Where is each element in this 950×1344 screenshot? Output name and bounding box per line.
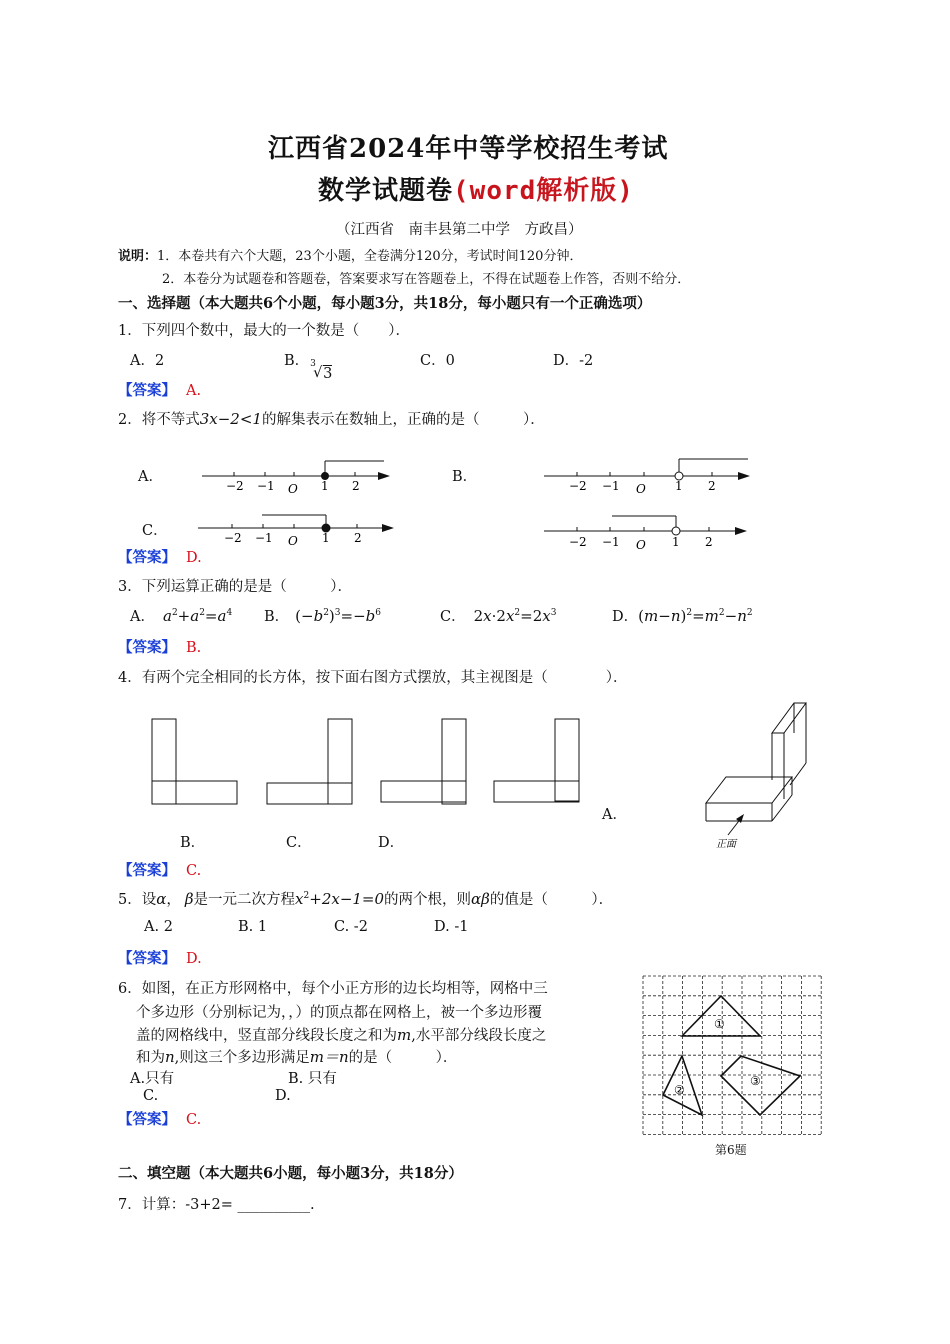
q5-option-a: A. 2 xyxy=(144,919,173,935)
q6-caption: 第6题 xyxy=(715,1143,747,1157)
tick: O xyxy=(288,482,298,496)
q1-option-a: A．2 xyxy=(130,353,165,369)
q2-inequality: 3x−2<1 xyxy=(199,410,262,428)
q1-radical-body: 3 xyxy=(323,366,333,382)
q4-label-d: D． xyxy=(378,835,405,851)
q3-answer-row xyxy=(118,636,201,657)
section2-heading: 二、填空题（本大题共6小题，每小题3分，共18分） xyxy=(118,1165,463,1182)
q6-option-c: C. xyxy=(143,1088,159,1104)
q3-option-d: D．$(m-n)^2=m^2-n^2$ xyxy=(612,607,753,625)
title-line2 xyxy=(318,170,634,207)
q6-line4-prefix: 和为 xyxy=(136,1050,165,1066)
q5-option-c: C. -2 xyxy=(334,919,368,935)
q6-line4-mid: ,则这三个多边形满足 xyxy=(174,1050,310,1066)
q6-line3-prefix: 盖的网格线中，竖直部分线段长度之和为 xyxy=(136,1028,397,1044)
q5-answer: D. xyxy=(186,951,202,967)
q1-answer-row xyxy=(118,379,201,400)
q6-option-d: D. xyxy=(275,1088,291,1104)
q6-line3 xyxy=(136,1024,546,1045)
title-line1: 江西省2024年中等学校招生考试 xyxy=(268,134,669,164)
q5-alpha: α xyxy=(156,890,167,908)
q4-answer-label: 【答案】 xyxy=(118,862,176,879)
q6-line4-suffix: 的是（ ）． xyxy=(348,1050,458,1066)
tick: −2 xyxy=(224,531,242,545)
q2-label-a: A． xyxy=(138,469,163,485)
q7-end: . xyxy=(309,1197,315,1213)
q6-n: n xyxy=(165,1048,175,1066)
q2-numberline-d xyxy=(540,511,760,561)
q4-answer-row xyxy=(118,859,201,880)
q3-option-d-label: D． xyxy=(612,609,639,625)
tick: −1 xyxy=(602,479,620,493)
q4-label-a: A． xyxy=(602,807,627,823)
q7-answer-blank[interactable]: __________ xyxy=(237,1197,310,1213)
q2-stem-suffix: 的解集表示在数轴上，正确的是（ ）． xyxy=(261,412,545,428)
q4-stem: 4．有两个完全相同的长方体，按下面右图方式摆放，其主视图是（ ）． xyxy=(118,670,628,686)
q4-label-b: B． xyxy=(180,835,206,851)
q2-label-b: B． xyxy=(452,469,478,485)
q5-option-b: B. 1 xyxy=(238,919,268,935)
q2-numberline-a xyxy=(198,456,418,506)
q1-option-b xyxy=(284,349,335,382)
q4-view-a-figure xyxy=(491,717,591,812)
q1-answer-label: 【答案】 xyxy=(118,382,176,399)
q4-answer: C. xyxy=(186,863,202,879)
q4-view-b-figure xyxy=(148,717,248,812)
q6-grid-figure xyxy=(640,972,830,1157)
title-sub: (word解析版) xyxy=(453,176,634,206)
q1-option-b-label: B． xyxy=(284,353,310,369)
section1-heading: 一、选择题（本大题共6个小题，每小题3分，共18分，每小题只有一个正确选项） xyxy=(118,295,652,312)
q1-option-d: D．-2 xyxy=(553,353,594,369)
tick: O xyxy=(636,482,646,496)
q7-stem xyxy=(118,1193,315,1214)
title-main: 数学试题卷 xyxy=(318,176,454,206)
tick: 1 xyxy=(321,479,329,493)
author-line: （江西省 南丰县第二中学 方政昌） xyxy=(336,222,583,238)
q5-answer-row xyxy=(118,947,202,968)
tick: −1 xyxy=(602,535,620,549)
q6-line3-suffix: ,水平部分线段长度之 xyxy=(411,1028,547,1044)
q6-answer-row xyxy=(118,1108,201,1129)
polygon-label-2: ② xyxy=(674,1083,685,1097)
tick: 1 xyxy=(672,535,680,549)
q2-numberline-c xyxy=(196,508,416,558)
polygon-label-3: ③ xyxy=(750,1074,761,1088)
q6-option-b: B. 只有 xyxy=(288,1071,337,1087)
q5-stem-suffix: 的值是（ ）． xyxy=(489,892,614,908)
q6-option-a: A.只有 xyxy=(130,1071,175,1087)
q5-stem-mid: 是一元二次方程 xyxy=(193,892,296,908)
q1-radical-index: 3 xyxy=(310,359,316,369)
tick: O xyxy=(636,538,646,552)
tick: −1 xyxy=(257,479,275,493)
tick: 1 xyxy=(322,531,330,545)
q3-answer: B. xyxy=(186,640,202,656)
q6-line4 xyxy=(136,1046,457,1067)
q3-stem: 3．下列运算正确的是是（ ）． xyxy=(118,579,352,595)
q4-view-c-figure xyxy=(264,717,364,812)
q4-label-c: C． xyxy=(286,835,312,851)
tick: 2 xyxy=(708,479,716,493)
q7-text: 7．计算：-3+2= xyxy=(118,1197,238,1213)
grid-lines xyxy=(643,976,821,1134)
radical-sign: √ xyxy=(313,365,323,381)
q1-option-c: C．0 xyxy=(420,353,455,369)
q3-option-b: B． $(-b^2)^3=-b^6$ xyxy=(264,607,381,625)
tick: −2 xyxy=(569,535,587,549)
q2-numberline-b xyxy=(540,456,760,506)
q2-answer-row xyxy=(118,546,202,567)
q2-stem xyxy=(118,408,545,429)
q5-answer-label: 【答案】 xyxy=(118,950,176,967)
q2-answer: D. xyxy=(186,550,202,566)
q3-option-a-label: A． xyxy=(130,609,155,625)
q3-option-c-label: C． xyxy=(440,609,466,625)
q5-product: αβ xyxy=(471,890,490,908)
tick: 2 xyxy=(352,479,360,493)
q3-option-a: A． $a^2+a^2=a^4$ xyxy=(130,607,233,625)
tick: −2 xyxy=(569,479,587,493)
q5-stem-prefix: 5．设 xyxy=(118,892,157,908)
q6-line2: 个多边形（分别标记为，，）的顶点都在网格上，被一个多边形覆 xyxy=(136,1005,542,1021)
q6-answer-label: 【答案】 xyxy=(118,1111,176,1128)
q1-answer: A. xyxy=(186,383,202,399)
q6-answer: C. xyxy=(186,1112,202,1128)
tick: O xyxy=(288,534,298,548)
tick: 2 xyxy=(354,531,362,545)
tick: 1 xyxy=(675,479,683,493)
q6-m: m xyxy=(397,1026,412,1044)
tick: 2 xyxy=(705,535,713,549)
polygon-label-1: ① xyxy=(714,1017,725,1031)
q4-3d-figure xyxy=(700,695,840,855)
q3-answer-label: 【答案】 xyxy=(118,639,176,656)
q4-view-d-figure xyxy=(378,717,478,812)
q6-line1: 6．如图，在正方形网格中，每个小正方形的边长均相等，网格中三 xyxy=(118,981,548,997)
q5-option-d: D. -1 xyxy=(434,919,469,935)
q5-beta: β xyxy=(184,890,194,908)
q5-stem-mid2: 的两个根，则 xyxy=(384,892,472,908)
notes-text1: 1．本卷共有六个大题，23个小题，全卷满分120分，考试时间120分钟． xyxy=(157,249,583,264)
q1-stem: 1．下列四个数中，最大的一个数是（ ）． xyxy=(118,323,410,339)
q2-stem-prefix: 2．将不等式 xyxy=(118,412,200,428)
notes-label: 说明： xyxy=(118,249,158,264)
tick: −2 xyxy=(226,479,244,493)
tick: −1 xyxy=(255,531,273,545)
q6-eq: m＝n xyxy=(309,1048,349,1066)
notes-line1 xyxy=(118,245,582,264)
q2-answer-label: 【答案】 xyxy=(118,549,176,566)
front-label: 正面 xyxy=(716,839,736,850)
q3-option-c: C． $2x\cdot 2x^2=2x^3$ xyxy=(440,607,557,625)
q5-stem: 5．设α， β是一元二次方程$x^2+2x-1=0$的两个根，则αβ的值是（ ）． xyxy=(118,890,614,908)
notes-line2: 2．本卷分为试题卷和答题卷，答案要求写在答题卷上，不得在试题卷上作答，否则不给分． xyxy=(162,272,691,287)
q5-sep: ， xyxy=(166,892,181,908)
q3-option-b-label: B． xyxy=(264,609,290,625)
q2-label-c: C． xyxy=(142,523,168,539)
